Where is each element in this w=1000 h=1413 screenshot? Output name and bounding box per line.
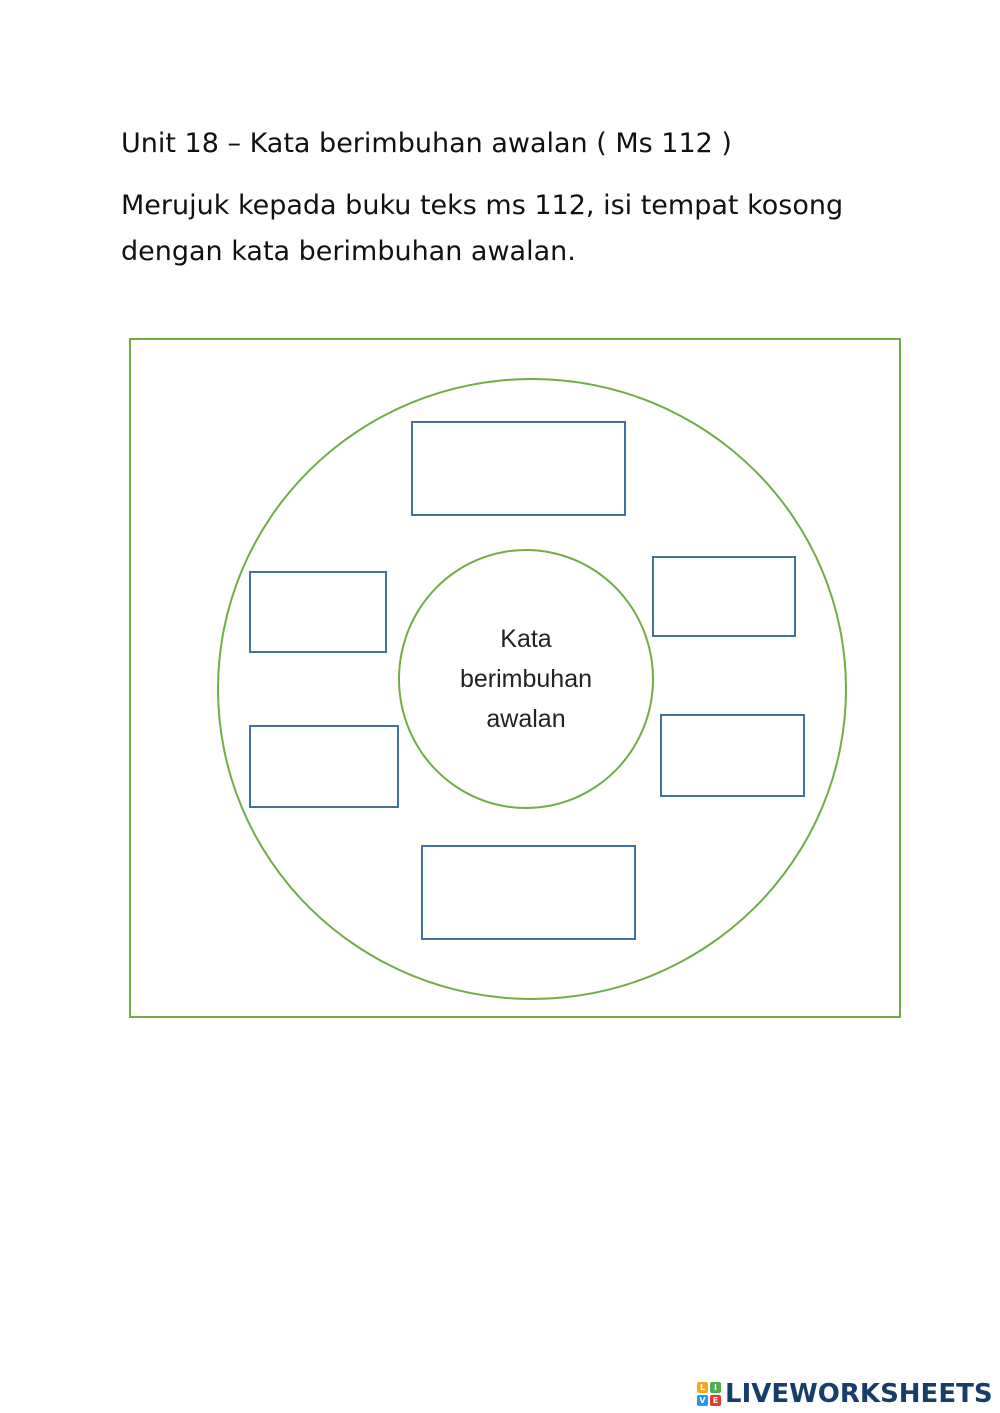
logo-tile: V bbox=[697, 1395, 708, 1406]
answer-box-lower-right[interactable] bbox=[660, 714, 805, 797]
liveworksheets-brand[interactable] bbox=[697, 1376, 993, 1412]
brand-name: LIVEWORKSHEETS bbox=[725, 1379, 993, 1409]
worksheet-title: Unit 18 – Kata berimbuhan awalan ( Ms 112 ) bbox=[121, 128, 732, 159]
instruction-line-1: Merujuk kepada buku teks ms 112, isi tempat kosong bbox=[121, 190, 844, 221]
logo-tile: E bbox=[710, 1395, 721, 1406]
instruction-line-2: dengan kata berimbuhan awalan. bbox=[121, 236, 576, 267]
liveworksheets-logo-icon bbox=[697, 1382, 721, 1406]
logo-tile: L bbox=[697, 1382, 708, 1393]
answer-box-upper-right[interactable] bbox=[652, 556, 796, 637]
logo-tile: I bbox=[710, 1382, 721, 1393]
answer-box-top[interactable] bbox=[411, 421, 626, 516]
center-circle bbox=[398, 549, 654, 809]
center-label-line-1: Kata bbox=[500, 625, 552, 653]
center-label-line-3: awalan bbox=[486, 705, 566, 733]
answer-box-upper-left[interactable] bbox=[249, 571, 387, 653]
answer-box-lower-left[interactable] bbox=[249, 725, 399, 808]
instructions bbox=[121, 183, 843, 275]
center-label-line-2: berimbuhan bbox=[459, 665, 593, 693]
answer-box-bottom[interactable] bbox=[421, 845, 636, 940]
